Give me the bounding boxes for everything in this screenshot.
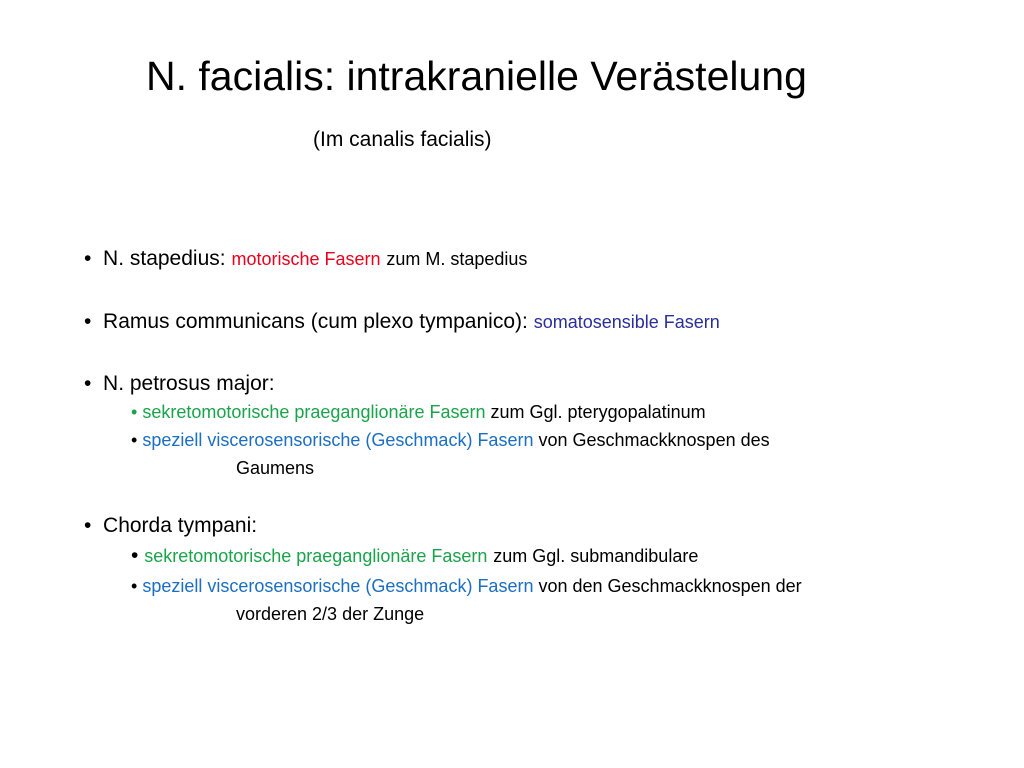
bullet-dot: • (84, 247, 92, 270)
bullet-dot: • (131, 430, 138, 450)
sub-bullet-continuation: Gaumens (236, 458, 315, 478)
nerve-name: Ramus communicans (cum plexo tympanico): (103, 310, 528, 333)
bullet-dot: • (84, 310, 92, 333)
fiber-type: sekretomotorische praeganglionäre Fasern (142, 402, 486, 422)
slide-subtitle: (Im canalis facialis) (313, 128, 492, 151)
sub-bullet-chorda-geschmack (131, 572, 802, 600)
nerve-name: N. stapedius: (103, 247, 226, 270)
bullet-chorda-tympani (84, 512, 257, 540)
fiber-target: zum M. stapedius (386, 249, 528, 269)
sub-bullet-chorda-sekretomotorisch (131, 542, 698, 570)
bullet-dot: • (84, 514, 92, 537)
fiber-type: sekretomotorische praeganglionäre Fasern (144, 546, 488, 566)
fiber-type: speziell viscerosensorische (Geschmack) Fasern (142, 430, 534, 450)
fiber-type: motorische Fasern (231, 249, 381, 269)
bullet-dot: • (84, 372, 92, 395)
fiber-target: zum Ggl. pterygopalatinum (490, 402, 706, 422)
bullet-dot: • (131, 576, 138, 596)
sub-bullet-petrosus-sekretomotorisch (131, 398, 706, 426)
bullet-ramus-communicans (84, 308, 720, 336)
fiber-target: zum Ggl. submandibulare (493, 546, 699, 566)
fiber-target: von Geschmackknospen des (538, 430, 770, 450)
fiber-type: somatosensible Fasern (533, 312, 720, 332)
sub-bullet-continuation: vorderen 2/3 der Zunge (236, 604, 425, 624)
sub-bullet-petrosus-geschmack (131, 426, 770, 454)
bullet-dot: • (131, 544, 139, 567)
nerve-name: Chorda tympani: (103, 514, 258, 537)
fiber-target: von den Geschmackknospen der (538, 576, 802, 596)
bullet-n-stapedius (84, 245, 527, 273)
slide-title: N. facialis: intrakranielle Verästelung (146, 53, 807, 99)
fiber-type: speziell viscerosensorische (Geschmack) Fasern (142, 576, 534, 596)
nerve-name: N. petrosus major: (103, 372, 275, 395)
bullet-dot: • (131, 402, 138, 422)
bullet-n-petrosus-major (84, 370, 275, 398)
